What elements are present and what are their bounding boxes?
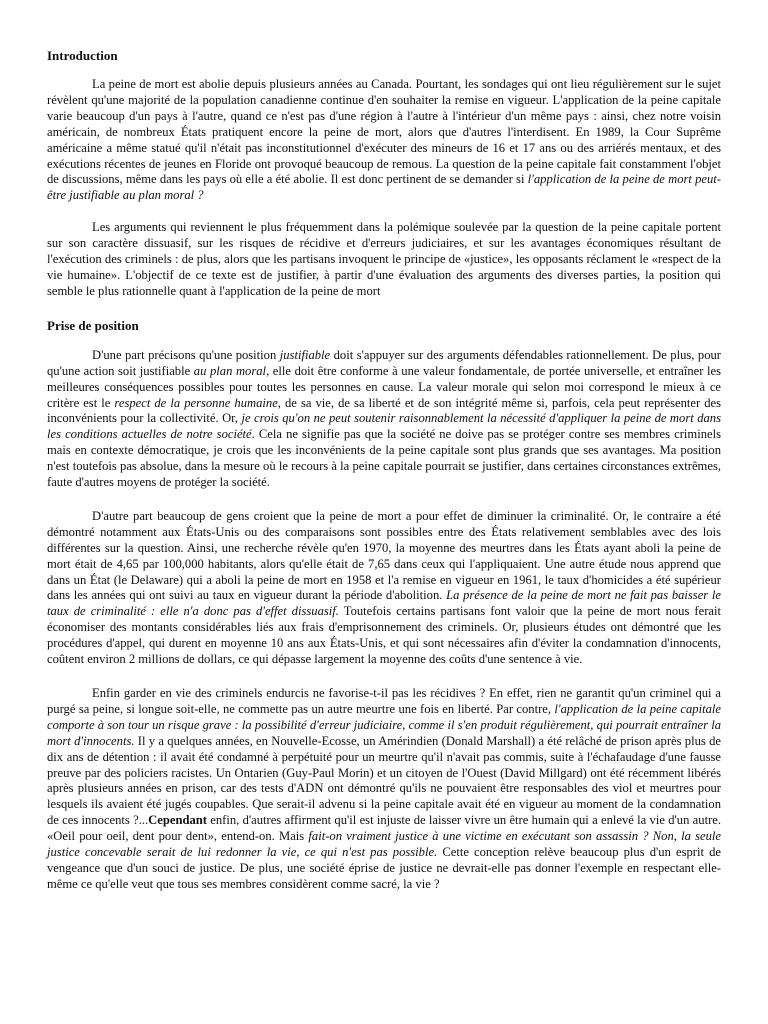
- section-heading-introduction: Introduction: [47, 48, 118, 63]
- text-run: . Cela ne signifie pas que la société ne doive pas se protéger contre ses membres criminels mais en contexte démocratique, je crois que les inconvénients de la peine capitale sont plus grands que ses avantages. Ma position n'est toutefois pas absolue, dans la mesure où le recours à la peine capitale pourrait se justifier, dans certaines circonstances extrêmes, faute d'autres moyens de protéger la société.: [47, 427, 722, 490]
- intro-paragraph-1: [47, 77, 721, 204]
- text-run: D'une part précisons qu'une position: [92, 347, 280, 362]
- text-run: , elle doit être conforme à une valeur fondamentale, de portée universelle, et entraîner les meilleures conséquences possibles pour toutes les personnes en cause. La valeur morale qui selon moi correspond le mieux à ce critère est le: [47, 363, 721, 410]
- bold-text-run: Cependant: [148, 813, 207, 828]
- italic-text-run: fait-on vraiment justice à une victime en exécutant son assassin ? Non, la seule justice concevable serait de lui redonner la vie, ce qui n'est pas possible.: [47, 829, 721, 860]
- italic-text-run: respect de la personne humaine: [114, 395, 278, 410]
- intro-paragraph-2: Les arguments qui reviennent le plus fréquemment dans la polémique soulevée par la question de la peine capitale portent sur son caractère dissuasif, sur les risques de récidive et d'erreurs judiciaires, et sur les avantages économiques résultant de l'exécution des criminels : de plus, alors que les partisans invoquent le principe de «justice», les opposants réclament le «respect de la vie humaine». L'objectif de ce texte est de justifier, à partir d'une évaluation des arguments des diverses parties, la position qui semble le plus rationnelle quant à l'application de la peine de mort: [47, 220, 721, 298]
- text-run: doit s'appuyer sur des arguments défendables rationnellement. De plus, pour qu'une action soit justifiable: [47, 347, 721, 378]
- text-run: Il y a quelques années, en Nouvelle-Ecosse, un Amérindien (Donald Marshall) a été relâché de prison après plus de dix ans de détention : il avait été condamné à perpétuité pour un meurtre qu'il n'avait pas commis, suite à l'échafaudage d'une fausse preuve par des policiers racistes. Un Ontarien (Guy-Paul Morin) et un citoyen de l'Ouest (David Millgard) ont été récemment libérés après plusieurs années en prison, car des tests d'ADN ont démontré qu'ils ne pouvaient être responsables des viol et meurtres pour lesquels ils avaient été jugés coupables. Que serait-il advenu si la peine capitale avait été en vigueur au moment de la condamnation de ces innocents ?...: [47, 733, 721, 828]
- text-run: , de sa vie, de sa liberté et de son intégrité même si, parfois, cela peut représenter des inconvénients pour la collectivité. Or,: [47, 395, 721, 426]
- italic-text-run: La présence de la peine de mort ne fait pas baisser le taux de criminalité : elle n'a donc pas d'effet dissuasif.: [47, 588, 721, 619]
- italic-text-run: je crois qu'on ne peut soutenir raisonnablement la nécessité d'appliquer la peine de mort dans les conditions actuelles de notre société: [47, 411, 721, 442]
- prise-paragraph-1: [47, 348, 721, 491]
- prise-paragraph-3: [47, 686, 721, 893]
- text-run: Enfin garder en vie des criminels endurcis ne favorise-t-il pas les récidives ? En effet, rien ne garantit qu'un criminel qui a purgé sa peine, si longue soit-elle, ne commette pas un autre meurtre une fois en liberté. Par contre,: [47, 686, 721, 716]
- italic-text-run: justifiable: [279, 347, 331, 362]
- italic-text-run: au plan moral: [193, 363, 267, 378]
- text-run: D'autre part beaucoup de gens croient que la peine de mort a pour effet de diminuer la criminalité. Or, le contraire a été démontré notamment aux États-Unis ou des comparaisons sont possibles entre des États relativement semblables avec des lois différentes sur la question. Ainsi, une recherche révèle qu'en 1970, la moyenne des meurtres dans les États ayant aboli la peine de mort était de 4,65 par 100,000 habitants, alors qu'elle était de 7,65 dans ceux qui l'appliquaient. Une autre étude nous apprend que dans un État (le Delaware) qui a aboli la peine de mort en 1958 et l'a remise en vigueur en 1961, le taux d'homicides a été supérieur dans les années qui ont suivi au taux en vigueur durant la période d'abolition.: [47, 508, 721, 603]
- italic-text-run: l'application de la peine de mort peut-être justifiable au plan moral ?: [47, 172, 721, 203]
- text-run: La peine de mort est abolie depuis plusieurs années au Canada. Pourtant, les sondages qui ont lieu régulièrement sur le sujet révèlent qu'une majorité de la population canadienne continue d'en souhaiter la remise en vigueur. L'application de la peine capitale varie beaucoup d'un pays à l'autre, quand ce n'est pas d'une région à l'autre à l'intérieur d'un même pays : ainsi, chez notre voisin américain, de nombreux États pratiquent encore la peine de mort, alors que d'autres l'interdisent. En 1989, la Cour Suprême américaine a même statué qu'il n'était pas inconstitutionnel d'exécuter des mineurs de 16 et 17 ans ou des arriérés mentaux, et des exécutions récentes de jeunes en Floride ont provoqué beaucoup de remous. La question de la peine capitale fait constamment l'objet de discussions, même dans les pays où elle a été abolie. Il est donc pertinent de se demander si: [47, 77, 721, 187]
- text-run: enfin, d'autres affirment qu'il est injuste de laisser vivre un être humain qui a enlevé la vie d'un autre. «Oeil pour oeil, dent pour dent», entend-on. Mais: [47, 813, 721, 844]
- text-run: Cette conception relève beaucoup plus d'un esprit de vengeance que d'un souci de justice. De plus, une société éprise de justice ne devrait-elle pas donner l'exemple en respectant elle-même ce qu'elle veut que tous ses membres considèrent comme sacré, la vie ?: [47, 845, 721, 891]
- italic-text-run: l'application de la peine capitale comporte à son tour un risque grave : la possibilité d'erreur judiciaire, comme il s'en produit régulièrement, qui pourrait entraîner la mort d'innocents.: [47, 701, 721, 748]
- prise-paragraph-2: [47, 509, 721, 668]
- section-heading-prise-de-position: Prise de position: [47, 317, 139, 333]
- text-run: Toutefois certains partisans font valoir que la peine de mort nous ferait économiser des montants considérables liés aux frais d'emprisonnement des criminels. Or, plusieurs études ont démontré que les procédures d'appel, qui durent en moyenne 10 ans aux États-Unis, et qui sont nécessaires afin d'éviter la condamnation d'innocents, coûtent environ 2 millions de dollars, ce qui dépasse largement la moyenne des coûts d'une sentence à vie.: [47, 604, 721, 667]
